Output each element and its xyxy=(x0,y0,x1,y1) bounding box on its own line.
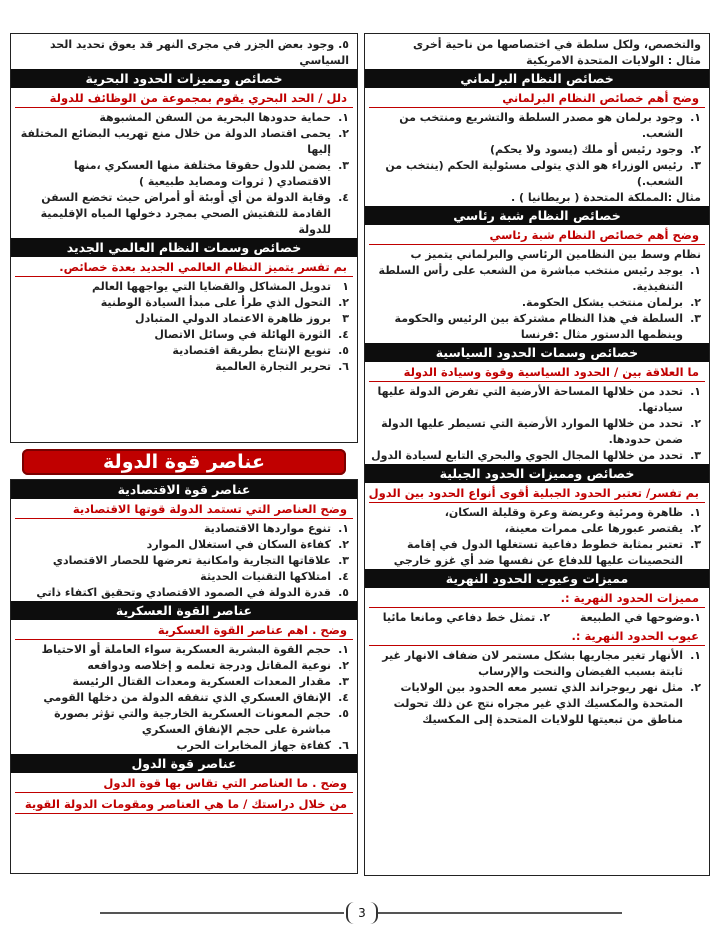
list-item: ٥. تنويع الإنتاج بطريقة اقتصادية xyxy=(172,344,349,357)
list-item: ٣. مقدار المعدات العسكرية ومعدات القتال الرئيسة xyxy=(72,675,349,688)
left-bottom-box xyxy=(10,479,358,874)
left-column xyxy=(10,33,358,876)
list-item: ٢. تحدد من خلالها الموارد الأرضية التي تسيطر عليها الدولة ضمن حدودها. xyxy=(381,417,701,446)
section-header-military-power: عناصر القوة العسكرية xyxy=(11,601,357,620)
list-item: ٣. تحدد من خلالها المجال الجوي والبحري التابع لسيادة الدول xyxy=(371,449,701,462)
list-item: ٢. نوعية المقاتل ودرجة تعلمه و إخلاصه ودوافعه xyxy=(87,659,349,672)
question-military-power: وضح . اهم عناصر القوة العسكرية xyxy=(15,621,353,640)
list-item: ٢. وجود رئيس أو ملك (يسود ولا يحكم) xyxy=(490,143,701,156)
section-header-mountain-borders: خصائص ومميزات الحدود الجبلية xyxy=(365,464,709,483)
list-item: ١. تنوع مواردها الاقتصادية xyxy=(204,522,349,535)
list-item: ٤. الثورة الهائلة في وسائل الاتصال xyxy=(154,328,349,341)
list-item: ٥. حجم المعونات العسكرية الخارجية والتي تؤثر بصورة مباشرة على حجم الإنفاق العسكري xyxy=(54,707,349,736)
main-title-state-power: عناصر قوة الدولة xyxy=(22,449,346,475)
list-item: ١. حماية حدودها البحرية من السفن المشبوهة xyxy=(99,111,349,124)
list-item: ٣. رئيس الوزراء هو الذي يتولى مسئولية الحكم (ينتخب من الشعب.) xyxy=(385,159,701,188)
list-item: ٣. يضمن للدول حقوقا مختلفة منها العسكري ،منها الاقتصادي ( ثروات ومصايد طبيعية ) xyxy=(73,159,349,188)
page-number: 3 xyxy=(346,902,378,924)
list-item: ٢. كفاءة السكان في استغلال الموارد xyxy=(146,538,349,551)
question-new-world-order: بم تفسر يتميز النظام العالمي الجديد بعدة خصائص. xyxy=(15,258,353,277)
list-item: ٣. تعتبر بمثابة خطوط دفاعية تستغلها الدول في إقامة التحصينات عليها للدفاع عن نفسها ضد أي غزو خارجي xyxy=(393,538,701,567)
section-header-semi-presidential: خصائص النظام شبة رئاسي xyxy=(365,206,709,225)
section-header-new-world-order: خصائص وسمات النظام العالمي الجديد xyxy=(11,238,357,257)
list-item: ٥. قدرة الدولة في الصمود الاقتصادي وتحقيق اكتفاء ذاتي xyxy=(36,586,349,599)
list-item: ٦. تحرير التجارة العالمية xyxy=(215,360,349,373)
list-item: ٢. التحول الذي طرأ على مبدأ السيادة الوطنية xyxy=(100,296,349,309)
list-item: ١ تدويل المشاكل والقضايا التي يواجهها العالم xyxy=(91,280,349,293)
list-item: ١. ظاهرة ومرئية وعريضة وعرة وقليلة السكان، xyxy=(444,506,701,519)
list-item: ٦. كفاءة جهاز المخابرات الحرب xyxy=(176,739,349,752)
question-state-power-measure: وضح . ما العناصر التي تقاس بها قوة الدول xyxy=(15,774,353,793)
section-header-political-borders: خصائص وسمات الحدود السياسية xyxy=(365,343,709,362)
question-river-advantages: مميزات الحدود النهرية :. xyxy=(369,589,705,608)
section-header-state-power-elements: عناصر قوة الدول xyxy=(11,754,357,773)
list-item: ٣ بروز ظاهرة الاعتماد الدولي المتبادل xyxy=(135,312,349,325)
list-item: ٢. يحمى اقتصاد الدولة من خلال منع تهريب البضائع المختلفة إليها xyxy=(20,127,349,156)
intro-line-2: مثال : الولايات المتحدة الامريكية xyxy=(526,54,701,67)
section-header-economic-power: عناصر قوة الاقتصادية xyxy=(11,480,357,499)
left-top-box xyxy=(10,33,358,443)
question-semi-presidential: وضح أهم خصائص النظام شبة رئاسي xyxy=(369,226,705,245)
list-item: ١. حجم القوة البشرية العسكرية سواء العاملة أو الاحتياط xyxy=(41,643,349,656)
question-parliamentary: وضح أهم خصائص النظام البرلماني xyxy=(369,89,705,108)
section-header-parliamentary: خصائص النظام البرلماني xyxy=(365,69,709,88)
question-mountain-borders: بم تفسر/ تعتبر الحدود الجبلية أقوى أنواع الحدود بين الدول xyxy=(369,484,705,503)
list-item: ٤. وقاية الدولة من أي أوبئة أو أمراض حيث تخضع السفن القادمة للتفتيش الصحي بمجرد دخولها المياه الإقليمية للدولة xyxy=(40,191,349,236)
list-item: ١. وجود برلمان هو مصدر السلطة والتشريع ومنتخب من الشعب. xyxy=(399,111,701,140)
question-river-disadvantages: عيوب الحدود النهرية :. xyxy=(369,627,705,646)
list-item: ٢. مثل نهر ريوجراند الذي تسير معه الحدود بين الولايات المتحدة والمكسيك الذي غير مجراه نتج عن ذلك تحولت مناطق من تبعيتها للولايات المتحدة إلى المكسيك xyxy=(393,681,701,726)
section-header-sea-borders: خصائص ومميزات الحدود البحرية xyxy=(11,69,357,88)
list-item: ٤. امتلاكها التقنيات الحديثة xyxy=(200,570,349,583)
list-item: ٢. يقتصر عبورها على ممرات معينة، xyxy=(504,522,701,535)
list-item: ١. تحدد من خلالها المساحة الأرضية التي تفرض الدولة عليها سيادتها. xyxy=(377,385,701,414)
example-line: مثال :المملكة المتحدة ( بريطانيا ) . xyxy=(510,191,701,204)
list-item: ١. يوجد رئيس منتخب مباشرة من الشعب على رأس السلطة التنفيذية. xyxy=(378,264,701,293)
river-item-5: ٥. وجود بعض الجزر في مجرى النهر قد يعوق تحديد الحد السياسي xyxy=(49,38,349,67)
right-column xyxy=(364,33,710,876)
question-political-borders: ما العلاقة بين / الحدود السياسية وقوة وسيادة الدولة xyxy=(369,363,705,382)
list-item: ٣. علاقاتها التجارية وامكانية تعرضها للحصار الاقتصادي xyxy=(52,554,349,567)
list-item: ٤. الإنفاق العسكري الذي تنفقه الدولة من دخلها القومي xyxy=(43,691,349,704)
footer-line-right xyxy=(378,912,622,914)
lead-line: نظام وسط بين النظامين الرئاسي والبرلماني يتميز ب xyxy=(410,248,701,261)
list-item: ٣. السلطة في هذا النظام مشتركة بين الرئيس والحكومة وينظمها الدستور مثال :فرنسا xyxy=(394,312,701,341)
footer-line-left xyxy=(100,912,344,914)
question-strong-state-elements: من خلال دراستك / ما هي العناصر ومقومات الدولة القوية xyxy=(15,795,353,814)
advantages-row: ١.وضوحها في الطبيعة ٢. تمثل خط دفاعي ومانعا مائيا xyxy=(382,611,701,624)
section-header-river-borders: مميزات وعيوب الحدود النهرية xyxy=(365,569,709,588)
list-item: ١. الأنهار تغير مجاريها بشكل مستمر لان ضفاف الانهار غير ثابتة بسبب الفيضان والنحت والإرساب xyxy=(382,649,701,678)
question-sea-borders: دلل / الحد البحري يقوم بمجموعة من الوظائف للدولة xyxy=(15,89,353,108)
intro-line-1: والتخصص، ولكل سلطة في اختصاصها من ناحية أخرى xyxy=(412,38,701,51)
list-item: ٢. برلمان منتخب يشكل الحكومة. xyxy=(521,296,701,309)
question-economic-power: وضح العناصر التي تستمد الدولة قوتها الاقتصادية xyxy=(15,500,353,519)
